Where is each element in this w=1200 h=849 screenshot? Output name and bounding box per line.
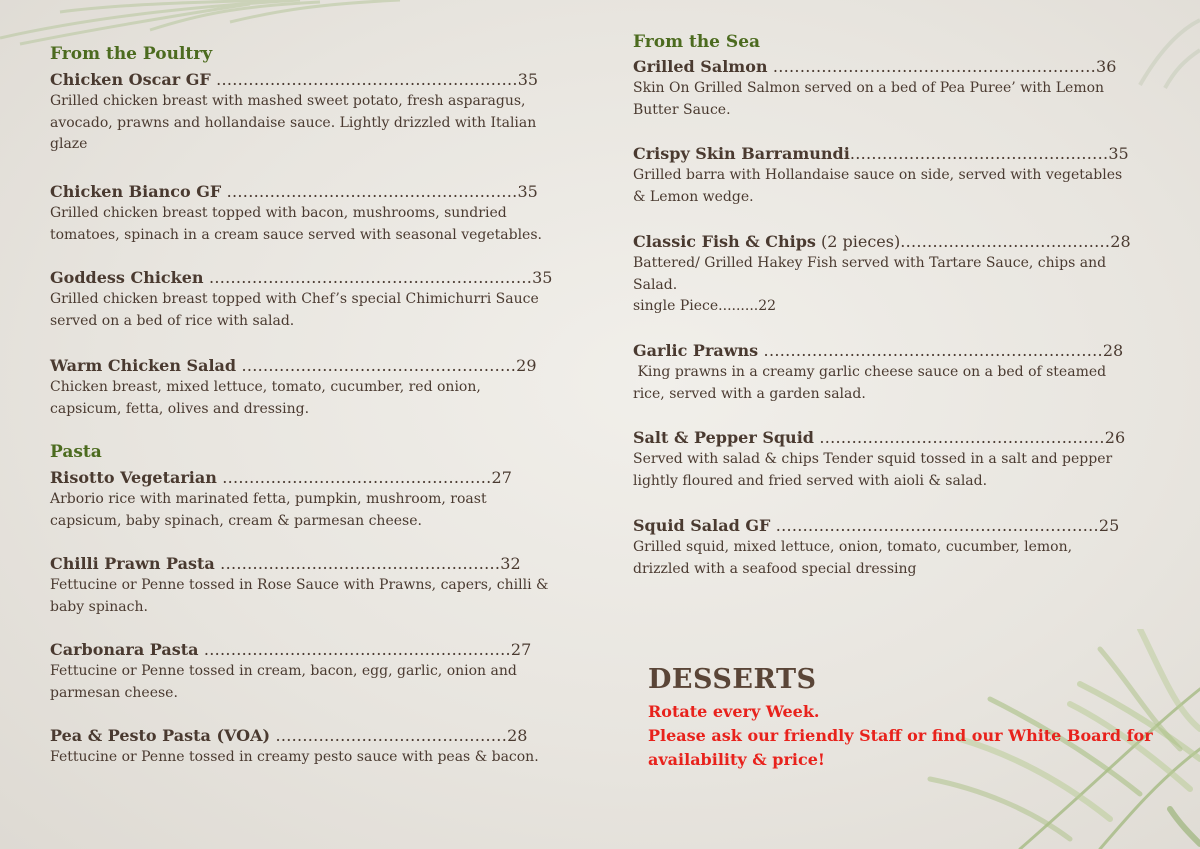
menu-item-name: Chicken Oscar GF (50, 70, 211, 89)
menu-item (50, 467, 550, 532)
section-title-poultry: From the Poultry (50, 44, 213, 64)
menu-item (50, 181, 550, 246)
menu-item-name: Chicken Bianco GF (50, 182, 222, 201)
menu-item-price: 28 (507, 726, 528, 745)
menu-item-header (633, 231, 1133, 253)
menu-item (50, 267, 553, 332)
menu-item (633, 515, 1133, 580)
menu-item-price: 35 (1108, 144, 1129, 163)
menu-item-header (50, 639, 550, 661)
menu-item-name: Carbonara Pasta (50, 640, 199, 659)
menu-item-price: 36 (1096, 57, 1117, 76)
leader-dots: ........................................................ (210, 70, 518, 89)
desserts-title: DESSERTS (648, 664, 817, 695)
menu-item-name: Goddess Chicken (50, 268, 204, 287)
menu-item-price: 35 (517, 70, 539, 89)
menu-item (50, 553, 550, 618)
menu-item-header (50, 69, 550, 91)
menu-item (50, 725, 550, 769)
menu-item-header (633, 515, 1133, 537)
menu-item-description: King prawns in a creamy garlic cheese sauce on a bed of steamed rice, served with a garden salad. (633, 364, 1111, 402)
menu-item-description: Fettucine or Penne tossed in cream, bacon, egg, garlic, onion and parmesan cheese. (50, 663, 517, 701)
menu-item-name: Salt & Pepper Squid (633, 428, 814, 447)
menu-item-name: Classic Fish & Chips (633, 232, 816, 251)
menu-item-description: Grilled chicken breast topped with bacon, mushrooms, sundried tomatoes, spinach in a cream sauce served with seasonal vegetables. (50, 205, 542, 243)
menu-item-description: Grilled chicken breast with mashed sweet potato, fresh asparagus, avocado, prawns and hollandaise sauce. Lightly drizzled with Italian glaze (50, 93, 537, 152)
leader-dots: ................................................... (236, 356, 517, 375)
leader-dots: .................................................. (216, 468, 492, 487)
menu-item-description: Fettucine or Penne tossed in creamy pesto sauce with peas & bacon. (50, 749, 539, 765)
menu-item-price: 32 (500, 554, 521, 573)
menu-item (633, 231, 1133, 318)
menu-item-price: 35 (517, 182, 538, 201)
menu-item-price: 35 (532, 268, 553, 287)
menu-item-description: Grilled chicken breast topped with Chef’s special Chimichurri Sauce served on a bed of rice with salad. (50, 291, 539, 329)
menu-item-header (633, 56, 1133, 78)
menu-item-header (50, 181, 550, 203)
leader-dots: .................................................... (214, 554, 501, 573)
leader-dots: ....................................... (900, 232, 1111, 251)
menu-item-description: Grilled barra with Hollandaise sauce on side, served with vegetables & Lemon wedge. (633, 167, 1123, 205)
menu-item (633, 56, 1133, 121)
menu-item-price: 27 (491, 468, 512, 487)
leader-dots: ..................................................... (813, 428, 1105, 447)
menu-item-header (633, 427, 1133, 449)
leader-dots: ............................................................... (758, 341, 1103, 360)
menu-item-description: Grilled squid, mixed lettuce, onion, tomato, cucumber, lemon, drizzled with a seafood special dressing (633, 539, 1073, 577)
menu-item-header (50, 467, 550, 489)
menu-item-price: 26 (1104, 428, 1126, 447)
menu-item-description: Skin On Grilled Salmon served on a bed of Pea Puree’ with Lemon Butter Sauce. (633, 80, 1105, 118)
menu-item-description: Arborio rice with marinated fetta, pumpkin, mushroom, roast capsicum, baby spinach, cream & parmesan cheese. (50, 491, 487, 529)
leader-dots: ......................................................... (198, 640, 511, 659)
menu-item-header (50, 267, 553, 289)
section-title-pasta: Pasta (50, 442, 102, 462)
menu-item-header (50, 355, 550, 377)
menu-item (50, 69, 550, 156)
menu-item-price: 27 (510, 640, 532, 659)
menu-item (50, 639, 550, 704)
menu-item-extra-price: single Piece.........22 (633, 298, 777, 314)
leader-dots: ........................................... (270, 726, 508, 745)
menu-item (50, 355, 550, 420)
menu-item-header (633, 143, 1133, 165)
menu-item-description: Served with salad & chips Tender squid tossed in a salt and pepper lightly floured and fried served with aioli & salad. (633, 451, 1113, 489)
menu-item-description: Chicken breast, mixed lettuce, tomato, cucumber, red onion, capsicum, fetta, olives and dressing. (50, 379, 481, 417)
section-title-sea: From the Sea (633, 32, 761, 52)
menu-item-price: 25 (1098, 516, 1120, 535)
menu-item-name: Squid Salad GF (633, 516, 771, 535)
menu-item-name: Crispy Skin Barramundi (633, 144, 850, 163)
menu-item-note: (2 pieces) (815, 232, 901, 251)
leader-dots: ...................................................... (221, 182, 518, 201)
leader-dots: ............................................................ (203, 268, 533, 287)
menu-item-price: 28 (1102, 341, 1124, 360)
menu-item-description: Fettucine or Penne tossed in Rose Sauce with Prawns, capers, chilli & baby spinach. (50, 577, 549, 615)
leader-dots: ................................................ (849, 144, 1109, 163)
menu-item-description: Battered/ Grilled Hakey Fish served with Tartare Sauce, chips and Salad. (633, 255, 1107, 293)
menu-item-name: Chilli Prawn Pasta (50, 554, 215, 573)
leader-dots: ............................................................ (767, 57, 1097, 76)
desserts-note-line: Please ask our friendly Staff or find our White Board for (648, 726, 1153, 745)
menu-item-header (50, 725, 550, 747)
menu-item-header (50, 553, 550, 575)
menu-item-name: Garlic Prawns (633, 341, 759, 360)
menu-item-price: 28 (1110, 232, 1131, 251)
menu-item (633, 427, 1133, 492)
menu-item-name: Pea & Pesto Pasta (VOA) (50, 726, 271, 745)
menu-item-header (633, 340, 1133, 362)
desserts-note-line: Rotate every Week. (648, 702, 820, 721)
menu-item-name: Grilled Salmon (633, 57, 768, 76)
menu-item (633, 340, 1133, 405)
leader-dots: ............................................................ (770, 516, 1099, 535)
menu-item-name: Warm Chicken Salad (50, 356, 237, 375)
menu-item-price: 29 (516, 356, 537, 375)
desserts-note-line: availability & price! (648, 750, 825, 769)
menu-item-name: Risotto Vegetarian (50, 468, 217, 487)
menu-item (633, 143, 1133, 208)
